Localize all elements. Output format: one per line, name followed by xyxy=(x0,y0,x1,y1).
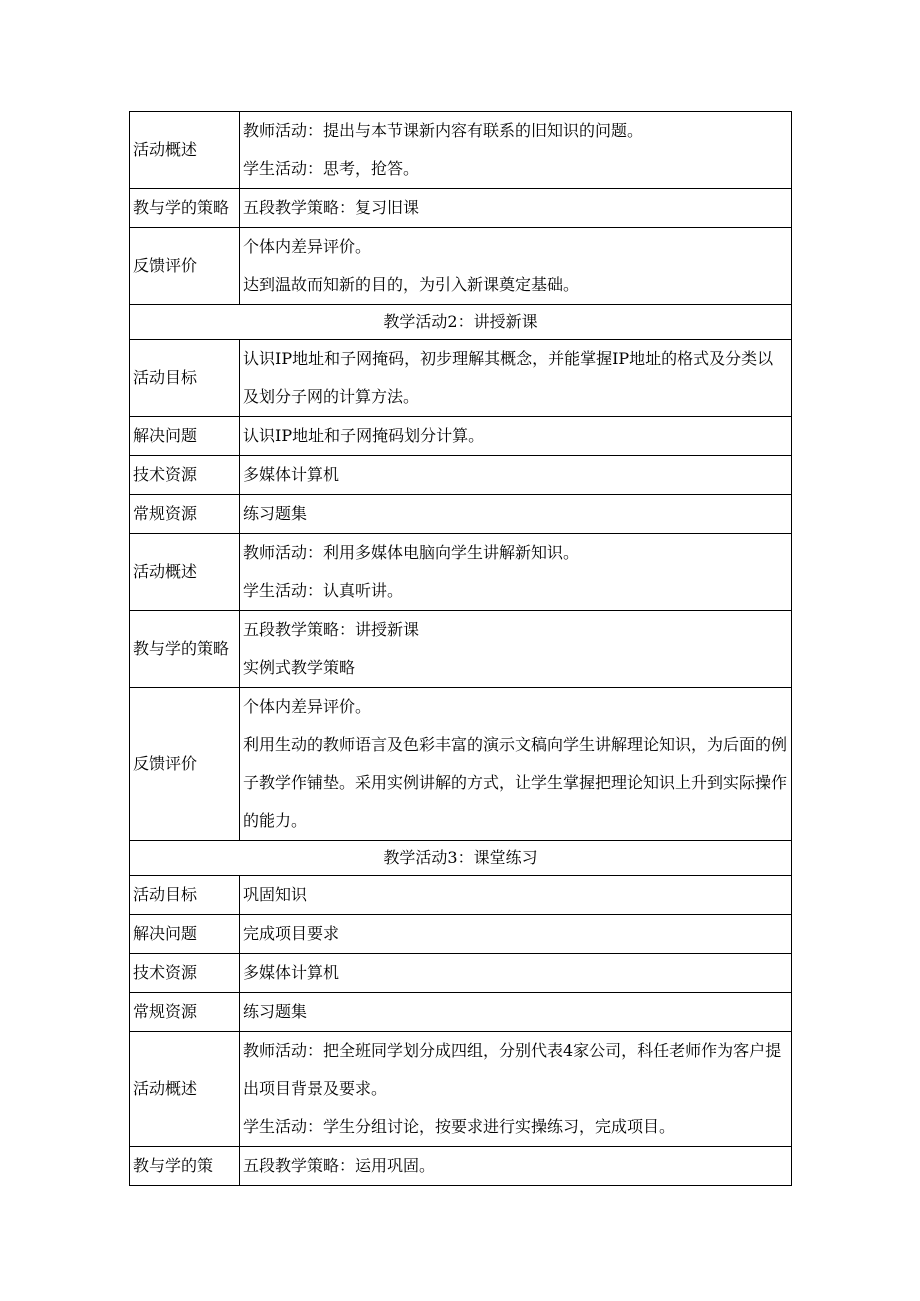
row-content xyxy=(240,1147,792,1186)
row-content xyxy=(240,915,792,954)
row-label: 反馈评价 xyxy=(130,228,240,305)
content-line: 认识IP地址和子网掩码，初步理解其概念，并能掌握IP地址的格式及分类以及划分子网的计算方法。 xyxy=(243,349,774,406)
row-label: 解决问题 xyxy=(130,417,240,456)
content-line: 完成项目要求 xyxy=(243,924,340,943)
row-label: 活动目标 xyxy=(130,340,240,417)
row-label: 活动概述 xyxy=(130,534,240,611)
table-row xyxy=(130,688,792,841)
content-line: 多媒体计算机 xyxy=(243,465,340,484)
row-label: 反馈评价 xyxy=(130,688,240,841)
row-content xyxy=(240,1032,792,1147)
row-content xyxy=(240,954,792,993)
content-line: 五段教学策略：讲授新课 xyxy=(243,620,420,639)
row-content xyxy=(240,456,792,495)
content-line: 五段教学策略：运用巩固。 xyxy=(243,1156,436,1175)
content-line: 巩固知识 xyxy=(243,885,308,904)
content-line: 练习题集 xyxy=(243,504,308,523)
content-line: 学生活动：思考，抢答。 xyxy=(243,159,420,178)
table-row xyxy=(130,228,792,305)
table-row xyxy=(130,1032,792,1147)
row-label: 常规资源 xyxy=(130,495,240,534)
table-row xyxy=(130,993,792,1032)
row-content xyxy=(240,228,792,305)
content-line: 学生活动：认真听讲。 xyxy=(243,581,404,600)
content-line: 达到温故而知新的目的，为引入新课奠定基础。 xyxy=(243,275,580,294)
table-row xyxy=(130,495,792,534)
content-line: 认识IP地址和子网掩码划分计算。 xyxy=(243,426,485,445)
row-label: 技术资源 xyxy=(130,456,240,495)
content-line: 五段教学策略：复习旧课 xyxy=(243,198,420,217)
row-label: 活动概述 xyxy=(130,112,240,189)
section-title: 教学活动3：课堂练习 xyxy=(130,841,792,876)
lesson-plan-table xyxy=(129,111,792,1186)
table-row xyxy=(130,189,792,228)
row-label: 解决问题 xyxy=(130,915,240,954)
table-row xyxy=(130,456,792,495)
row-label: 教与学的策略 xyxy=(130,611,240,688)
row-content xyxy=(240,534,792,611)
table-row xyxy=(130,1147,792,1186)
row-label: 常规资源 xyxy=(130,993,240,1032)
row-content xyxy=(240,495,792,534)
table-row xyxy=(130,534,792,611)
row-content xyxy=(240,189,792,228)
table-row xyxy=(130,611,792,688)
section-header-row xyxy=(130,841,792,876)
row-label: 技术资源 xyxy=(130,954,240,993)
content-line: 教师活动：提出与本节课新内容有联系的旧知识的问题。 xyxy=(243,121,644,140)
section-title: 教学活动2：讲授新课 xyxy=(130,305,792,340)
content-line: 个体内差异评价。 xyxy=(243,697,372,716)
row-label: 活动概述 xyxy=(130,1032,240,1147)
row-content xyxy=(240,417,792,456)
table-row xyxy=(130,915,792,954)
table-row xyxy=(130,876,792,915)
table-row xyxy=(130,417,792,456)
content-line: 练习题集 xyxy=(243,1002,308,1021)
row-content xyxy=(240,876,792,915)
content-line: 学生活动：学生分组讨论，按要求进行实操练习，完成项目。 xyxy=(243,1117,676,1136)
row-content xyxy=(240,688,792,841)
row-content xyxy=(240,611,792,688)
row-content xyxy=(240,340,792,417)
lesson-plan-page xyxy=(129,111,791,1186)
content-line: 教师活动：利用多媒体电脑向学生讲解新知识。 xyxy=(243,543,580,562)
content-line: 利用生动的教师语言及色彩丰富的演示文稿向学生讲解理论知识，为后面的例子教学作铺垫。采用实例讲解的方式，让学生掌握把理论知识上升到实际操作的能力。 xyxy=(243,735,788,830)
row-label: 活动目标 xyxy=(130,876,240,915)
content-line: 实例式教学策略 xyxy=(243,658,356,677)
row-label: 教与学的策 xyxy=(130,1147,240,1186)
table-row xyxy=(130,112,792,189)
content-line: 个体内差异评价。 xyxy=(243,237,372,256)
section-header-row xyxy=(130,305,792,340)
content-line: 教师活动：把全班同学划分成四组，分别代表4家公司，科任老师作为客户提出项目背景及要求。 xyxy=(243,1041,782,1098)
content-line: 多媒体计算机 xyxy=(243,963,340,982)
row-content xyxy=(240,993,792,1032)
table-row xyxy=(130,954,792,993)
row-label: 教与学的策略 xyxy=(130,189,240,228)
row-content xyxy=(240,112,792,189)
table-row xyxy=(130,340,792,417)
